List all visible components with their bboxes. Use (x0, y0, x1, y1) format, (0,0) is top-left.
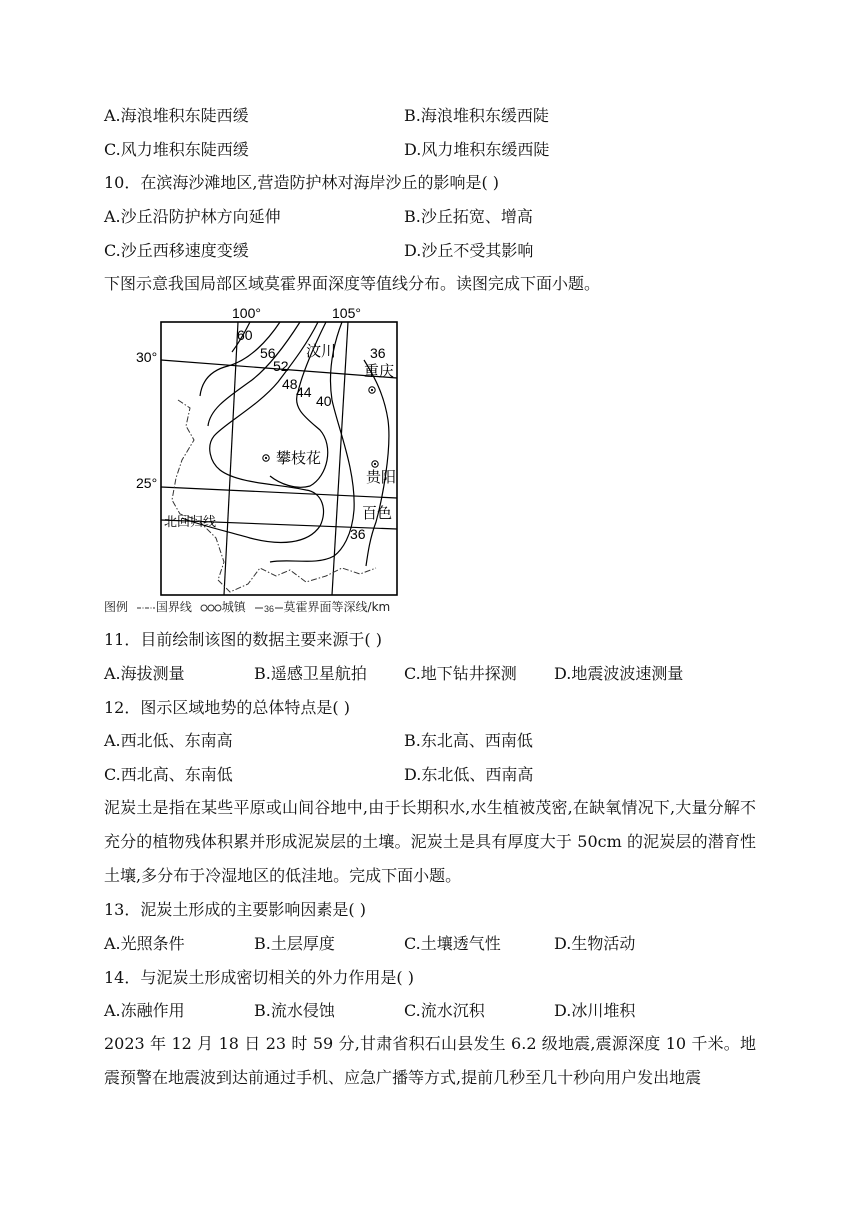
contour-label-60: 60 (237, 327, 253, 343)
legend-city: 城镇 (221, 600, 246, 614)
quake-intro: 2023 年 12 月 18 日 23 时 59 分,甘肃省积石山县发生 6.2 级地震,震源深度 10 千米。地震预警在地震波到达前通过手机、应急广播等方式,提前几秒至几十秒向用户发出地震 (104, 1034, 756, 1087)
map-intro: 下图示意我国局部区域莫霍界面深度等值线分布。读图完成下面小题。 (104, 274, 601, 293)
q11-stem: 11．目前绘制该图的数据主要来源于( ) (104, 630, 382, 649)
contour-label-52: 52 (273, 358, 289, 374)
q10-option-d: D.沙丘不受其影响 (404, 241, 534, 260)
q12-option-c: C.西北高、东南低 (104, 765, 233, 784)
border-legend-icon (136, 604, 156, 612)
place-panzhihua: 攀枝花 (276, 450, 322, 467)
lat-label-25: 25° (136, 475, 158, 491)
q10-option-b: B.沙丘拓宽、增高 (404, 207, 533, 226)
map-legend (104, 598, 394, 615)
tropic-label: 北回归线 (164, 514, 217, 529)
q9-option-a: A.海浪堆积东陡西缓 (104, 106, 249, 125)
place-baise: 百色 (362, 505, 393, 522)
q12-option-a: A.西北低、东南高 (104, 731, 233, 750)
legend-border: 国界线 (155, 600, 192, 614)
q11-option-b: B.遥感卫星航拍 (254, 664, 367, 683)
q11-option-a: A.海拔测量 (104, 664, 185, 683)
contour-legend-icon (254, 603, 284, 613)
q12-stem: 12．图示区域地势的总体特点是( ) (104, 698, 350, 717)
contour-label-44: 44 (296, 384, 312, 400)
q13-option-d: D.生物活动 (554, 934, 636, 953)
q10-option-c: C.沙丘西移速度变缓 (104, 241, 249, 260)
q12-option-b: B.东北高、西南低 (404, 731, 533, 750)
peat-intro: 泥炭土是指在某些平原或山间谷地中,由于长期积水,水生植被茂密,在缺氧情况下,大量分解不充分的植物残体积累并形成泥炭层的土壤。泥炭土是具有厚度大于 50cm 的泥炭层的潜育性土壤,多分布于冷湿地区的低洼地。完成下面小题。 (104, 798, 756, 885)
contour-52 (208, 322, 300, 426)
q13-option-b: B.土层厚度 (254, 934, 335, 953)
city-legend-icon (200, 604, 222, 612)
legend-contour: 莫霍界面等深线/km (283, 600, 391, 614)
q13-option-a: A.光照条件 (104, 934, 185, 953)
lat-label-30: 30° (136, 349, 158, 365)
place-chongqing: 重庆 (364, 363, 395, 380)
q13-option-c: C.土壤透气性 (404, 934, 501, 953)
q14-option-d: D.冰川堆积 (554, 1001, 636, 1020)
q14-option-c: C.流水沉积 (404, 1001, 485, 1020)
q10-option-a: A.沙丘沿防护林方向延伸 (104, 207, 281, 226)
contour-label-40: 40 (316, 393, 332, 409)
contour-label-48: 48 (282, 376, 298, 392)
q12-option-d: D.东北低、西南高 (404, 765, 534, 784)
q9-option-d: D.风力堆积东缓西陡 (404, 140, 550, 159)
legend-prefix: 图例 (104, 600, 129, 614)
parallel-25 (161, 487, 397, 498)
q9-option-c: C.风力堆积东陡西缓 (104, 140, 249, 159)
contour-36 (364, 360, 389, 566)
svg-text:36: 36 (263, 603, 274, 613)
q11-option-d: D.地震波波速测量 (554, 664, 684, 683)
q13-stem: 13．泥炭土形成的主要影响因素是( ) (104, 900, 366, 919)
q10-stem: 10．在滨海沙滩地区,营造防护林对海岸沙丘的影响是( ) (104, 173, 500, 192)
moho-depth-map (120, 300, 420, 600)
meridian-105 (332, 322, 348, 595)
contour-label-56: 56 (260, 345, 276, 361)
contour-label-36-ne: 36 (370, 345, 386, 361)
q11-option-c: C.地下钻井探测 (404, 664, 517, 683)
lon-label-100: 100° (232, 305, 261, 321)
q14-option-b: B.流水侵蚀 (254, 1001, 335, 1020)
place-guiyang: 贵阳 (366, 469, 397, 486)
lon-label-105: 105° (332, 305, 361, 321)
q14-stem: 14．与泥炭土形成密切相关的外力作用是( ) (104, 968, 414, 987)
q9-option-b: B.海浪堆积东缓西陡 (404, 106, 549, 125)
contour-label-36-s: 36 (350, 526, 366, 542)
q14-option-a: A.冻融作用 (104, 1001, 185, 1020)
contour-48 (182, 322, 324, 542)
place-wenchuan: 汶川 (306, 343, 337, 360)
